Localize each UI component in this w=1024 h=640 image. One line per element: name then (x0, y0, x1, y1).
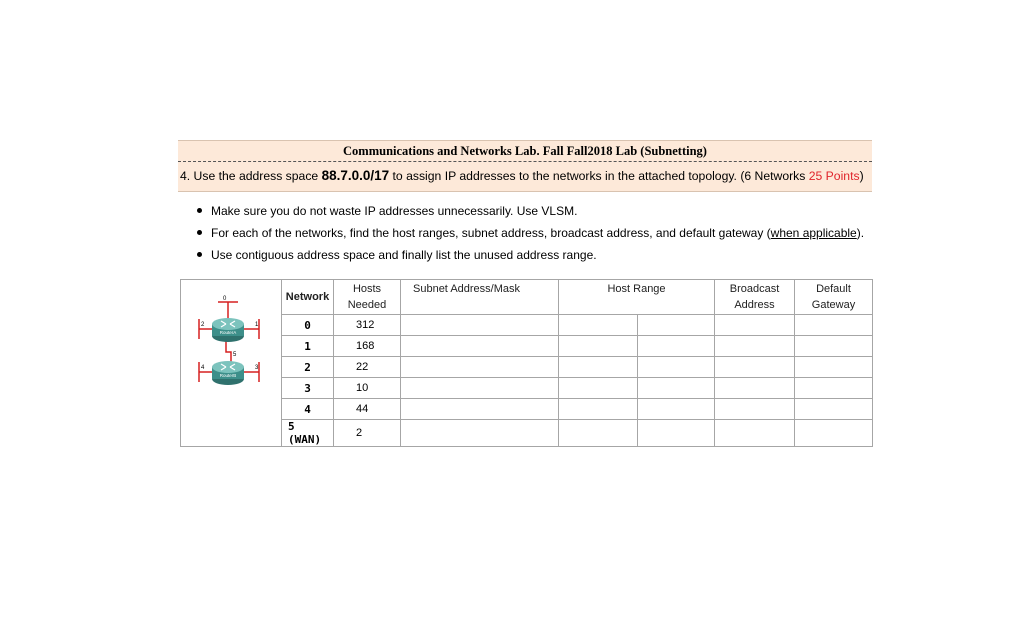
table-row (181, 399, 873, 420)
gateway-cell[interactable] (795, 399, 873, 420)
link-label: 2 (201, 322, 205, 328)
subnet-cell[interactable] (401, 336, 559, 357)
address-space: 88.7.0.0/17 (321, 168, 390, 183)
subnet-cell[interactable] (401, 399, 559, 420)
broadcast-cell[interactable] (715, 420, 795, 447)
question-text (180, 168, 864, 183)
host-range-end-cell[interactable] (638, 357, 715, 378)
link-label: 3 (255, 365, 259, 371)
network-id-cell: 3 (282, 378, 334, 399)
broadcast-cell[interactable] (715, 336, 795, 357)
instruction-item (196, 222, 864, 244)
hosts-needed-cell: 312 (334, 315, 401, 336)
topology-diagram-cell (181, 280, 282, 447)
link-label: 5 (233, 352, 237, 358)
link-label: 1 (255, 322, 259, 328)
gateway-cell[interactable] (795, 336, 873, 357)
gateway-cell[interactable] (795, 357, 873, 378)
network-header: Network (282, 280, 334, 315)
table-row (181, 378, 873, 399)
host-range-start-cell[interactable] (559, 357, 638, 378)
table-row (181, 357, 873, 378)
host-range-start-cell[interactable] (559, 399, 638, 420)
router-a-label: RouterA (219, 330, 237, 335)
host-range-start-cell[interactable] (559, 315, 638, 336)
instruction-item (196, 244, 864, 266)
table-row (181, 336, 873, 357)
question-middle: to assign IP addresses to the networks in the attached topology. (6 Networks (389, 169, 809, 183)
table-row (181, 315, 873, 336)
broadcast-cell[interactable] (715, 315, 795, 336)
host-range-header: Host Range (559, 280, 715, 315)
subnet-mask-header: Subnet Address/Mask (401, 280, 559, 315)
network-id-cell: 0 (282, 315, 334, 336)
router-b-label: RouterB (219, 373, 237, 378)
hosts-needed-cell: 168 (334, 336, 401, 357)
router-a-icon (212, 318, 244, 342)
host-range-start-cell[interactable] (559, 336, 638, 357)
gateway-cell[interactable] (795, 315, 873, 336)
gateway-cell[interactable] (795, 378, 873, 399)
hosts-needed-cell: 10 (334, 378, 401, 399)
hosts-needed-header: Hosts Needed (334, 280, 401, 315)
host-range-start-cell[interactable] (559, 420, 638, 447)
network-id-cell: 4 (282, 399, 334, 420)
question-suffix: ) (859, 169, 864, 183)
host-range-end-cell[interactable] (638, 336, 715, 357)
question-prefix: 4. Use the address space (180, 169, 322, 183)
network-id-cell: 1 (282, 336, 334, 357)
subnet-table (180, 279, 873, 447)
broadcast-header: Broadcast Address (715, 280, 795, 315)
subnet-cell[interactable] (401, 357, 559, 378)
dashed-divider (178, 161, 872, 162)
instruction-item (196, 200, 864, 222)
table-row (181, 420, 873, 447)
host-range-end-cell[interactable] (638, 420, 715, 447)
question-header (178, 140, 872, 192)
when-applicable-link: when applicable (770, 226, 857, 240)
broadcast-cell[interactable] (715, 357, 795, 378)
instruction-tail: ). (856, 226, 865, 240)
link-label: 0 (223, 296, 227, 302)
router-b-icon (212, 361, 244, 385)
network-topology-diagram (181, 280, 282, 440)
subnet-cell[interactable] (401, 315, 559, 336)
host-range-end-cell[interactable] (638, 315, 715, 336)
hosts-needed-cell: 2 (334, 420, 401, 447)
gateway-cell[interactable] (795, 420, 873, 447)
points-label: 25 Points (808, 169, 860, 183)
subnet-cell[interactable] (401, 378, 559, 399)
link-label: 4 (201, 365, 205, 371)
broadcast-cell[interactable] (715, 378, 795, 399)
hosts-needed-cell: 22 (334, 357, 401, 378)
network-id-cell: 5 (WAN) (282, 420, 334, 447)
broadcast-cell[interactable] (715, 399, 795, 420)
host-range-end-cell[interactable] (638, 378, 715, 399)
document-title: Communications and Networks Lab. Fall Fall2018 Lab (Subnetting) (343, 144, 707, 158)
instruction-list (196, 200, 864, 266)
host-range-end-cell[interactable] (638, 399, 715, 420)
host-range-start-cell[interactable] (559, 378, 638, 399)
subnet-cell[interactable] (401, 420, 559, 447)
gateway-header: Default Gateway (795, 280, 873, 315)
instruction-text: For each of the networks, find the host ranges, subnet address, broadcast address, and default gateway ( (211, 226, 771, 240)
network-id-cell: 2 (282, 357, 334, 378)
instruction-text: Make sure you do not waste IP addresses unnecessarily. Use VLSM. (211, 204, 578, 218)
table-header-row (181, 280, 873, 315)
wan-link (226, 341, 231, 362)
instruction-text: Use contiguous address space and finally list the unused address range. (211, 248, 597, 262)
hosts-needed-cell: 44 (334, 399, 401, 420)
